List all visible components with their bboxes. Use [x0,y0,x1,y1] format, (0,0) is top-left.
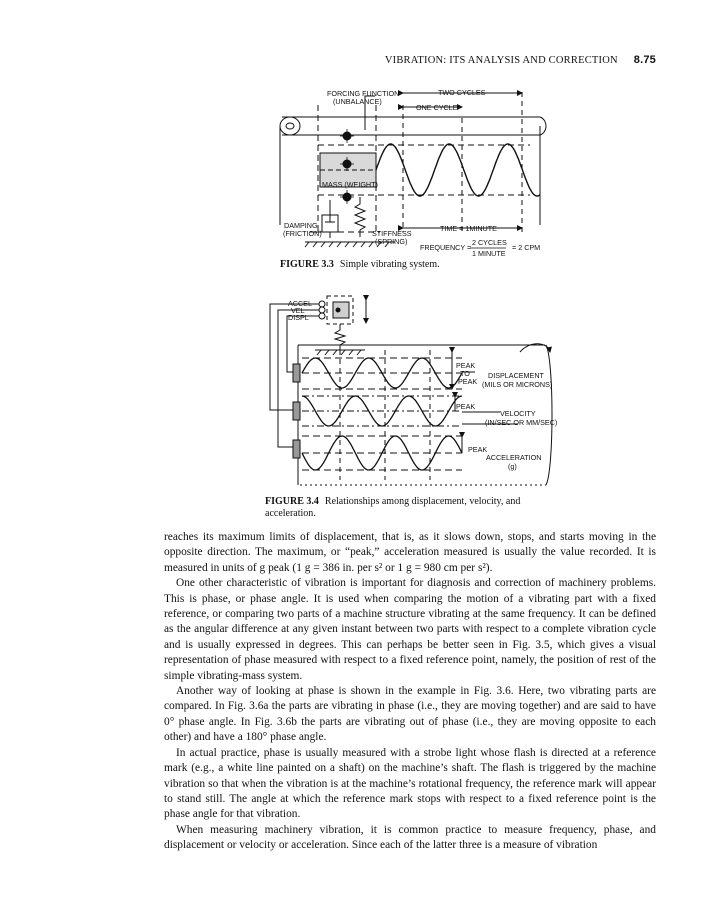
fig34-peak-label: PEAK [456,361,476,370]
fig33-frequency-label: FREQUENCY = [420,243,472,252]
fig34-acceleration-label: ACCELERATION [486,453,542,462]
fig33-freq-result: = 2 CPM [512,243,541,252]
fig33-time-label: TIME = 1MINUTE [440,224,497,233]
fig34-acceleration-units: (g) [508,462,517,471]
fig34-peak2-label: PEAK [458,377,478,386]
figure-3-3-caption-text: Simple vibrating system. [339,259,440,270]
fig33-friction-label: (FRICTION) [283,229,322,238]
fig34-displacement-label: DISPLACEMENT [488,371,544,380]
running-title: VIBRATION: ITS ANALYSIS AND CORRECTION [384,55,618,66]
figure-3-4-caption-text: Relationships among displacement, velocity, and [324,496,521,507]
paragraph-3: Another way of looking at phase is shown in the example in Fig. 3.6. Here, two vibrating parts are compared. In Fig. 3.6a the parts are vibrating in phase (i.e., they are moving together) and are said to have 0° phase angle. In Fig. 3.6b the parts are vibrating out of phase (i.e., they are moving opposite to each other) and have a 180° phase angle. [164,685,656,744]
fig33-damping-label: DAMPING [284,221,318,230]
figure-3-4-labels [288,299,557,471]
fig34-accel-label: ACCEL [288,299,312,308]
figure-3-4-caption-label: FIGURE 3.4 [265,496,319,507]
paragraph-5: When measuring machinery vibration, it is common practice to measure frequency, phase, and displacement or velocity or acceleration. Since each of the latter three is a measure of vibration [164,823,656,852]
fig33-forcing-label: FORCING FUNCTION [327,89,400,98]
fig34-peak-acc-label: PEAK [468,445,488,454]
fig34-peak-vel-label: PEAK [456,402,476,411]
fig33-stiffness-label: STIFFNESS [372,229,412,238]
figure-3-3-caption-label: FIGURE 3.3 [280,259,334,270]
paragraph-2: One other characteristic of vibration is important for diagnosis and correction of machinery problems. This is phase, or phase angle. It is used when comparing the motion of a vibrating part with a fixed reference, or comparing two parts of a machine structure vibrating at the same frequency. It can be defined as the angular difference at any given instant between two parts with respect to a complete vibration cycle and is usually expressed in degrees. This can perhaps be better seen in Fig. 3.5, which gives a visual representation of phase measured with respect to a fixed reference point, namely, the position of rest of the simple vibrating-mass system. [164,577,656,682]
fig33-two-cycles-label: TWO CYCLES [438,88,486,97]
figure-3-4-caption [265,496,565,520]
fig33-spring-label: (SPRING) [375,237,408,246]
fig34-velocity-label: VELOCITY [500,409,536,418]
figure-3-3-diagram [280,92,546,247]
fig33-freq-num: 2 CYCLES [472,238,507,247]
fig33-mass-label: MASS (WEIGHT) [322,180,378,189]
paragraph-4: In actual practice, phase is usually measured with a strobe light whose flash is directed at a reference mark (e.g., a white line painted on a shaft) on the machine’s shaft. The flash is triggered by the machine vibration so that when the vibration is at the machine’s rotational frequency, the reference mark will appear to stand still. The angle at which the reference mark stops with respect to a fixed reference point is the phase angle for that vibration. [164,746,656,821]
body-text [164,530,656,854]
figure-3-4-caption-text-2: acceleration. [265,508,316,519]
fig34-to-label: TO [460,369,470,378]
fig33-freq-den: 1 MINUTE [472,249,506,258]
page-number: 8.75 [633,54,656,66]
fig33-one-cycle-label: ONE CYCLE [416,103,458,112]
fig34-velocity-units: (IN/SEC OR MM/SEC) [485,418,558,427]
fig33-unbalance-label: (UNBALANCE) [333,97,382,106]
paragraph-1: reaches its maximum limits of displacement, that is, as it slows down, stops, and starts moving in the opposite direction. The maximum, or “peak,” acceleration measured is usually the value recorded. It is measured in units of g peak (1 g = 386 in. per s² or 1 g = 980 cm per s²). [164,531,656,574]
fig34-displacement-units: (MILS OR MICRONS) [482,380,553,389]
figure-3-3-caption [280,259,440,271]
fig34-vel-label: VEL [291,306,305,315]
fig34-displ-label: DISPL [288,313,309,322]
